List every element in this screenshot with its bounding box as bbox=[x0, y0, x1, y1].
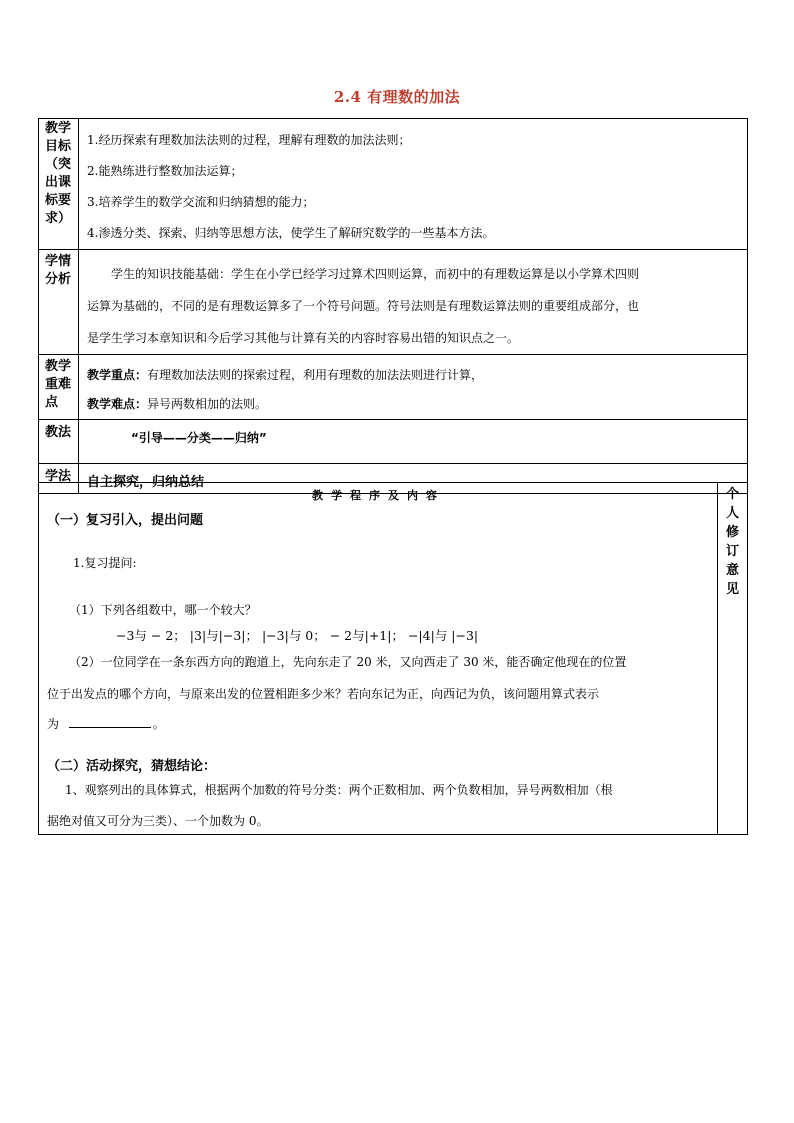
analysis-content bbox=[79, 250, 748, 355]
review-prompt: 1.复习提问: bbox=[73, 556, 137, 570]
analysis-label-line: 分析 bbox=[45, 272, 72, 287]
objectives-label-line: 出课 bbox=[45, 175, 72, 190]
objectives-label-line: 教学 bbox=[45, 121, 72, 136]
activity-line: 据绝对值又可分为三类）、一个加数为 0。 bbox=[47, 814, 269, 828]
objectives-content bbox=[79, 119, 748, 250]
objectives-label-line: 目标 bbox=[45, 139, 72, 154]
analysis-label bbox=[39, 250, 79, 355]
focus-content bbox=[79, 355, 748, 420]
question-1: （1）下列各组数中，哪一个较大？ bbox=[69, 603, 257, 617]
section-activity-heading: （二）活动探究，猜想结论： bbox=[47, 759, 217, 774]
revision-label-char: 见 bbox=[725, 582, 739, 597]
difficult-point-text: 异号两数相加的法则。 bbox=[147, 397, 268, 411]
question-2-line: 位于出发点的哪个方向，与原来出发的位置相距多少米？若向东记为正，向西记为负，该问题用算式表示 bbox=[47, 687, 600, 701]
question-2-line: （2）一位同学在一条东西方向的跑道上，先向东走了 20 米，又向西走了 30 米，能否确定他现在的位置 bbox=[69, 655, 627, 669]
objectives-label-line: 标要 bbox=[45, 193, 72, 208]
key-point-label: 教学重点： bbox=[87, 368, 148, 382]
objective-item: 2.能熟练进行整数加法运算； bbox=[87, 164, 243, 178]
focus-label bbox=[39, 355, 79, 420]
objective-item: 4.渗透分类、探索、归纳等思想方法，使学生了解研究数学的一些基本方法。 bbox=[87, 226, 495, 240]
objective-item: 3.培养学生的数学交流和归纳猜想的能力； bbox=[87, 195, 315, 209]
objectives-label-line: 求） bbox=[45, 211, 72, 226]
objectives-label-line: （突 bbox=[45, 157, 72, 172]
procedure-header: 教学程序及内容 bbox=[312, 489, 445, 502]
answer-suffix: 。 bbox=[152, 717, 165, 731]
plan-table bbox=[38, 118, 748, 494]
analysis-line: 学生的知识技能基础：学生在小学已经学习过算术四则运算，而初中的有理数运算是以小学算术四则 bbox=[111, 267, 640, 281]
focus-label-line: 点 bbox=[45, 395, 59, 410]
study-content: 自主探究，归纳总结 bbox=[79, 464, 748, 494]
difficult-point-label: 教学难点： bbox=[87, 397, 148, 411]
analysis-line: 运算为基础的，不同的是有理数运算多了一个符号问题。符号法则是有理数运算法则的重要组成部分，也 bbox=[87, 299, 640, 313]
revision-notes-column bbox=[718, 483, 748, 835]
revision-label-char: 修 bbox=[725, 525, 739, 540]
page-title: 2.4 有理数的加法 bbox=[333, 88, 461, 106]
activity-line: 1、观察列出的具体算式，根据两个加数的符号分类：两个正数相加、两个负数相加，异号两数相加（根 bbox=[65, 783, 613, 797]
section-review-heading: （一）复习引入，提出问题 bbox=[47, 513, 204, 528]
procedure-content bbox=[39, 483, 718, 835]
objectives-label bbox=[39, 119, 79, 250]
revision-label-char: 个 bbox=[725, 487, 739, 502]
key-point-text: 有理数加法法则的探索过程，利用有理数的加法法则进行计算， bbox=[147, 368, 484, 382]
difficult-point bbox=[87, 390, 747, 419]
method-content: “引导——分类——归纳” bbox=[79, 420, 748, 464]
analysis-label-line: 学情 bbox=[45, 254, 72, 269]
method-label: 教法 bbox=[39, 420, 79, 464]
revision-label-char: 意 bbox=[725, 563, 739, 578]
revision-label-char: 订 bbox=[725, 544, 739, 559]
answer-prefix: 为 bbox=[47, 717, 60, 731]
study-label: 学法 bbox=[39, 464, 79, 494]
revision-label-char: 人 bbox=[725, 506, 739, 521]
question-1-expressions: −3与 − 2； |3|与|−3|； |−3|与 0； − 2与|+1|； −|4|与 |−3| bbox=[116, 628, 479, 643]
procedure-table bbox=[38, 482, 748, 835]
answer-blank[interactable] bbox=[69, 715, 151, 728]
focus-label-line: 重难 bbox=[45, 377, 72, 392]
key-point bbox=[87, 361, 747, 390]
analysis-line: 是学生学习本章知识和今后学习其他与计算有关的内容时容易出错的知识点之一。 bbox=[87, 331, 520, 345]
question-2-answer bbox=[47, 715, 165, 732]
objective-item: 1.经历探索有理数加法法则的过程，理解有理数的加法法则； bbox=[87, 133, 411, 147]
focus-label-line: 教学 bbox=[45, 359, 72, 374]
